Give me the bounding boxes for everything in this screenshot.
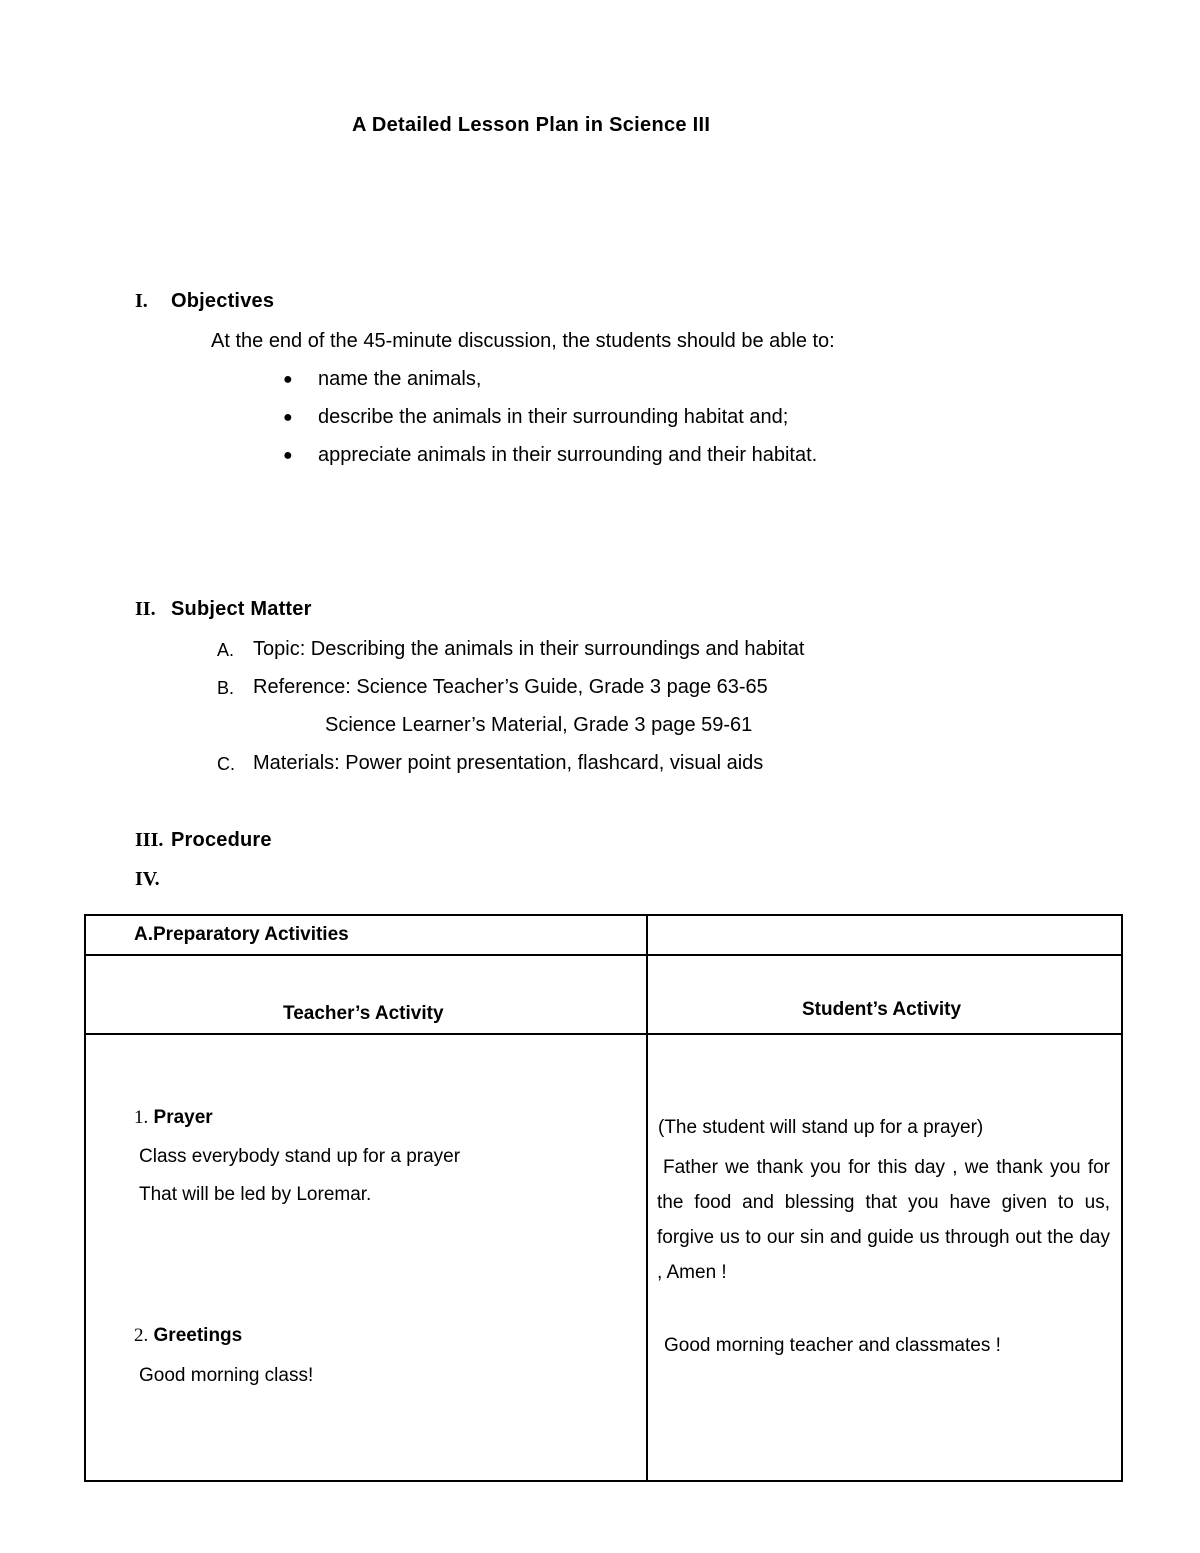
teacher-line: Good morning class! [139,1365,314,1386]
section-title-subject-matter: Subject Matter [171,598,312,620]
subject-item-text: Topic: Describing the animals in their surroundings and habitat [253,638,805,660]
subject-item-letter: C. [217,754,235,774]
prayer-heading [134,1107,213,1129]
subject-item-text: Reference: Science Teacher’s Guide, Grade 3 page 63-65 [253,676,768,698]
bullet-icon: ● [283,371,293,388]
section-number-objectives: I. [135,290,148,312]
prayer-number: 1. [134,1107,149,1128]
objective-item: describe the animals in their surrounding habitat and; [318,406,789,428]
subject-item-text: Science Learner’s Material, Grade 3 page 59-61 [325,714,753,736]
subject-item-letter: A. [217,640,235,660]
bullet-icon: ● [283,409,293,426]
student-note: (The student will stand up for a prayer) [658,1117,984,1138]
bullet-icon: ● [283,447,293,464]
subject-item-text: Materials: Power point presentation, flashcard, visual aids [253,752,764,774]
student-prayer-text: Father we thank you for this day , we thank you for the food and blessing that you have given to us, forgive us to our sin and guide us through out the day , Amen ! [657,1157,1110,1283]
greetings-heading [134,1325,242,1347]
teacher-column-header: Teacher’s Activity [283,1003,444,1024]
table-header: A.Preparatory Activities [134,924,349,945]
subject-item-letter: B. [217,678,235,698]
section-number-procedure: III. [135,829,164,851]
student-column-header: Student’s Activity [802,999,962,1020]
objective-item: appreciate animals in their surrounding and their habitat. [318,444,818,466]
teacher-line: That will be led by Loremar. [139,1184,372,1205]
section-title-objectives: Objectives [171,290,275,312]
teacher-line: Class everybody stand up for a prayer [139,1146,461,1167]
prayer-title: Prayer [153,1107,213,1128]
section-number-iv: IV. [135,868,160,890]
page-title: A Detailed Lesson Plan in Science III [352,114,711,136]
section-title-procedure: Procedure [171,829,272,851]
greetings-number: 2. [134,1325,149,1346]
objective-item: name the animals, [318,368,482,390]
section-number-subject-matter: II. [135,598,156,620]
objectives-intro: At the end of the 45-minute discussion, the students should be able to: [211,330,835,352]
greetings-title: Greetings [153,1325,243,1346]
student-greeting-text: Good morning teacher and classmates ! [664,1335,1001,1356]
